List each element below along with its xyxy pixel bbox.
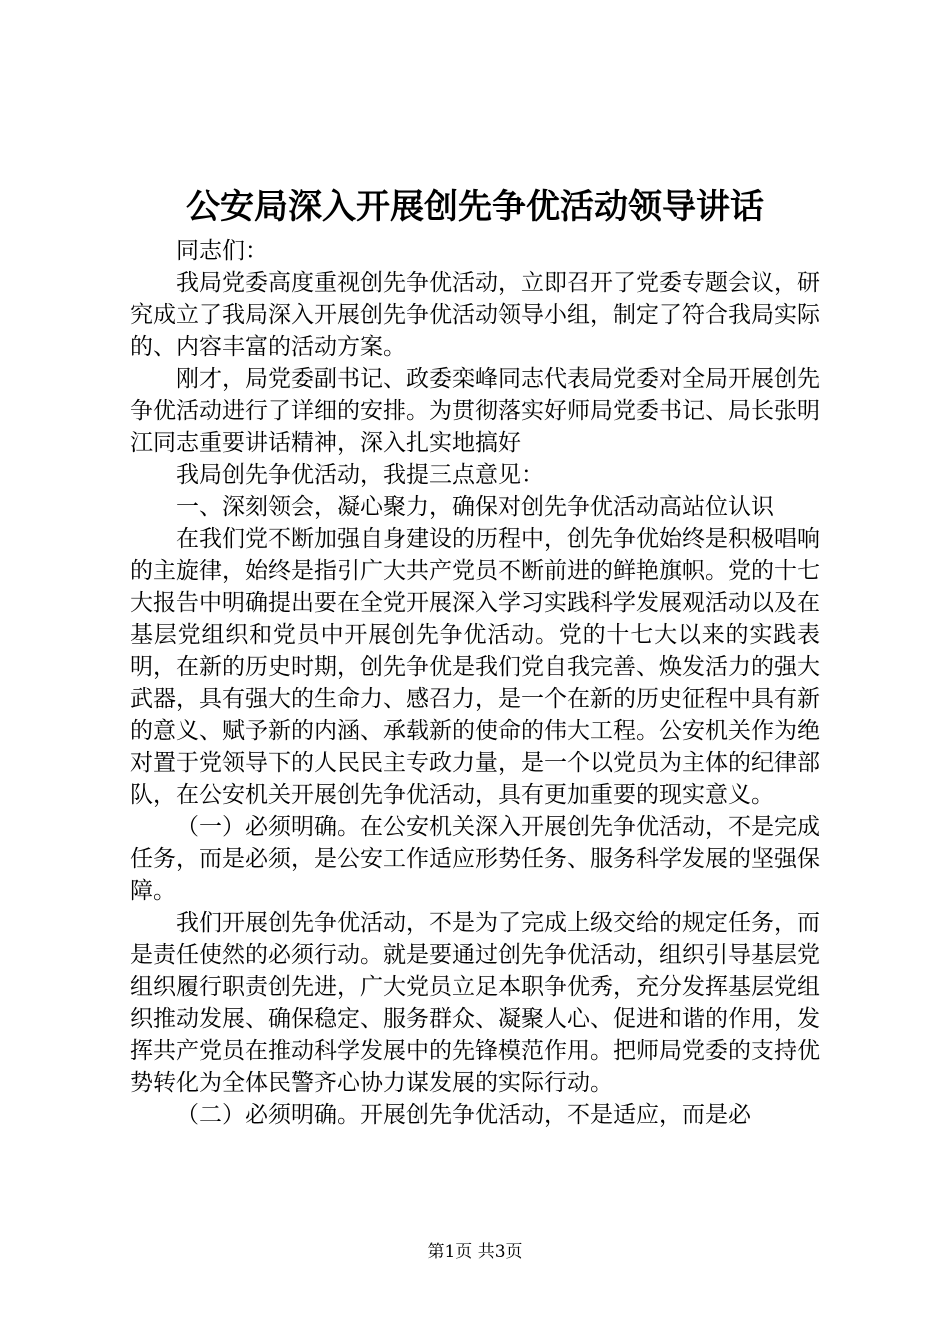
document-title: 公安局深入开展创先争优活动领导讲话 — [186, 187, 764, 227]
subsection-heading: （二）必须明确。开展创先争优活动，不是适应，而是必 — [176, 1102, 751, 1128]
body-paragraph: 我们开展创先争优活动，不是为了完成上级交给的规定任务，而是责任使然的必须行动。就是要通过创先争优活动，组织引导基层党组织履行职责创先进，广大党员立足本职争优秀，充分发挥基层党组织推动发展、确保稳定、服务群众、凝聚人心、促进和谐的作用，发挥共产党员在推动科学发展中的先锋模范作用。把师局党委的支持优势转化为全体民警齐心协力谋发展的实际行动。 — [130, 910, 820, 1096]
body-paragraph: 在我们党不断加强自身建设的历程中，创先争优始终是积极唱响的主旋律，始终是指引广大共产党员不断前进的鲜艳旗帜。党的十七大报告中明确提出要在全党开展深入学习实践科学发展观活动以及在基层党组织和党员中开展创先争优活动。党的十七大以来的实践表明，在新的历史时期，创先争优是我们党自我完善、焕发活力的强大武器，具有强大的生命力、感召力，是一个在新的历史征程中具有新的意义、赋予新的内涵、承载新的使命的伟大工程。公安机关作为绝对置于党领导下的人民民主专政力量，是一个以党员为主体的纪律部队，在公安机关开展创先争优活动，具有更加重要的现实意义。 — [130, 526, 820, 808]
page-footer: 第1页 共3页 — [427, 1242, 523, 1262]
body-paragraph: 我局党委高度重视创先争优活动，立即召开了党委专题会议，研究成立了我局深入开展创先争优活动领导小组，制定了符合我局实际的、内容丰富的活动方案。 — [130, 270, 820, 360]
salutation: 同志们： — [176, 238, 268, 264]
document-body — [130, 235, 820, 1131]
body-paragraph: 刚才，局党委副书记、政委栾峰同志代表局党委对全局开展创先争优活动进行了详细的安排。为贯彻落实好师局党委书记、局长张明江同志重要讲话精神，深入扎实地搞好 — [130, 366, 820, 456]
body-paragraph: 我局创先争优活动，我提三点意见： — [176, 462, 544, 488]
section-heading: 一、深刻领会，凝心聚力，确保对创先争优活动高站位认识 — [176, 494, 774, 520]
subsection-heading: （一）必须明确。在公安机关深入开展创先争优活动，不是完成任务，而是必须，是公安工作适应形势任务、服务科学发展的坚强保障。 — [130, 814, 820, 904]
